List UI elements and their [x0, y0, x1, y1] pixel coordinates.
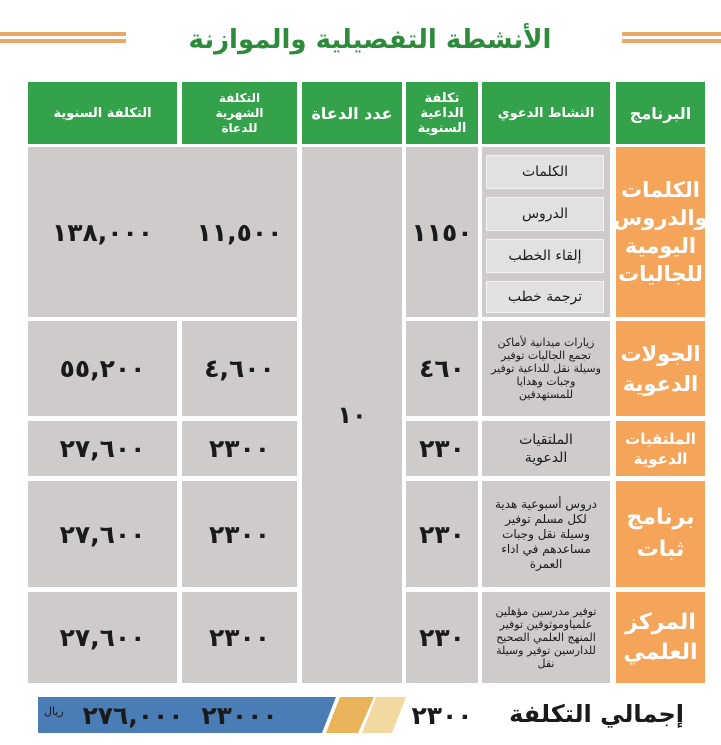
header-preachers-count: عدد الدعاة — [302, 82, 402, 144]
title-decoration-right — [622, 32, 721, 44]
total-monthly-cost: ٢٣٠٠٠ — [201, 700, 278, 730]
header-preacher-annual-cost: تكلفة الداعية السنوية — [406, 82, 478, 144]
row-3-preacher-annual-cost: ٢٣٠ — [406, 421, 478, 476]
row-1-preacher-annual-cost: ١١٥٠ — [406, 147, 478, 317]
title-decoration-left — [0, 32, 126, 44]
row-4-activity: دروس أسبوعية هدية لكل مسلم توفير وسيلة نقل وجبات مساعدهم في اداء العمرة — [482, 481, 610, 587]
total-currency: ريال — [44, 705, 64, 718]
row-2-annual-cost: ٥٥,٢٠٠ — [28, 321, 177, 416]
activity-item: إلقاء الخطب — [486, 239, 604, 273]
row-5-annual-cost: ٢٧,٦٠٠ — [28, 592, 177, 683]
total-annual-cost: ٢٧٦,٠٠٠ — [82, 700, 184, 730]
row-2-activity: زيارات ميدانية لأماكن تجمع الجاليات توفير وسيلة نقل للداعية توفير وجبات وهدايا للمستهدفين — [482, 321, 610, 416]
row-3-monthly-cost: ٢٣٠٠ — [182, 421, 297, 476]
row-2-program: الجولات الدعوية — [616, 321, 705, 416]
row-5-monthly-cost: ٢٣٠٠ — [182, 592, 297, 683]
row-4-annual-cost: ٢٧,٦٠٠ — [28, 481, 177, 587]
row-5-preacher-annual-cost: ٢٣٠ — [406, 592, 478, 683]
row-3-annual-cost: ٢٧,٦٠٠ — [28, 421, 177, 476]
header-annual-cost: التكلفة السنوية — [28, 82, 177, 144]
row-1-activities — [482, 147, 610, 317]
row-4-preacher-annual-cost: ٢٣٠ — [406, 481, 478, 587]
row-2-preacher-annual-cost: ٤٦٠ — [406, 321, 478, 416]
preachers-count-value: ١٠ — [302, 147, 402, 683]
row-5-program: المركز العلمي — [616, 592, 705, 683]
row-4-monthly-cost: ٢٣٠٠ — [182, 481, 297, 587]
row-4-program: برنامج ثبات — [616, 481, 705, 587]
activity-item: ترجمة خطب — [486, 281, 604, 313]
header-activity: النشاط الدعوي — [482, 82, 610, 144]
row-2-monthly-cost: ٤,٦٠٠ — [182, 321, 297, 416]
row-1-monthly-cost: ١١,٥٠٠ — [196, 217, 283, 247]
row-1-program: الكلمات والدروس اليومية للجاليات — [616, 147, 705, 317]
row-3-activity: الملتقيات الدعوية — [482, 421, 610, 476]
activity-item: الدروس — [486, 197, 604, 231]
row-5-activity: توفير مدرسين مؤهلين علمياوموثوقين توفير المنهج العلمي الصحيح للدارسين توفير وسيلة نقل — [482, 592, 610, 683]
total-label: إجمالي التكلفة — [509, 700, 684, 728]
row-1-annual-cost: ١٣٨,٠٠٠ — [51, 217, 154, 247]
total-preacher-annual-cost: ٢٣٠٠ — [411, 700, 473, 730]
activity-item: الكلمات — [486, 155, 604, 189]
header-program: البرنامج — [616, 82, 705, 144]
page-title: الأنشطة التفصيلية والموازنة — [188, 25, 552, 55]
total-decoration — [296, 697, 406, 733]
row-3-program: الملتقيات الدعوية — [616, 421, 705, 476]
header-monthly-cost: التكلفة الشهرية للدعاة — [182, 82, 297, 144]
